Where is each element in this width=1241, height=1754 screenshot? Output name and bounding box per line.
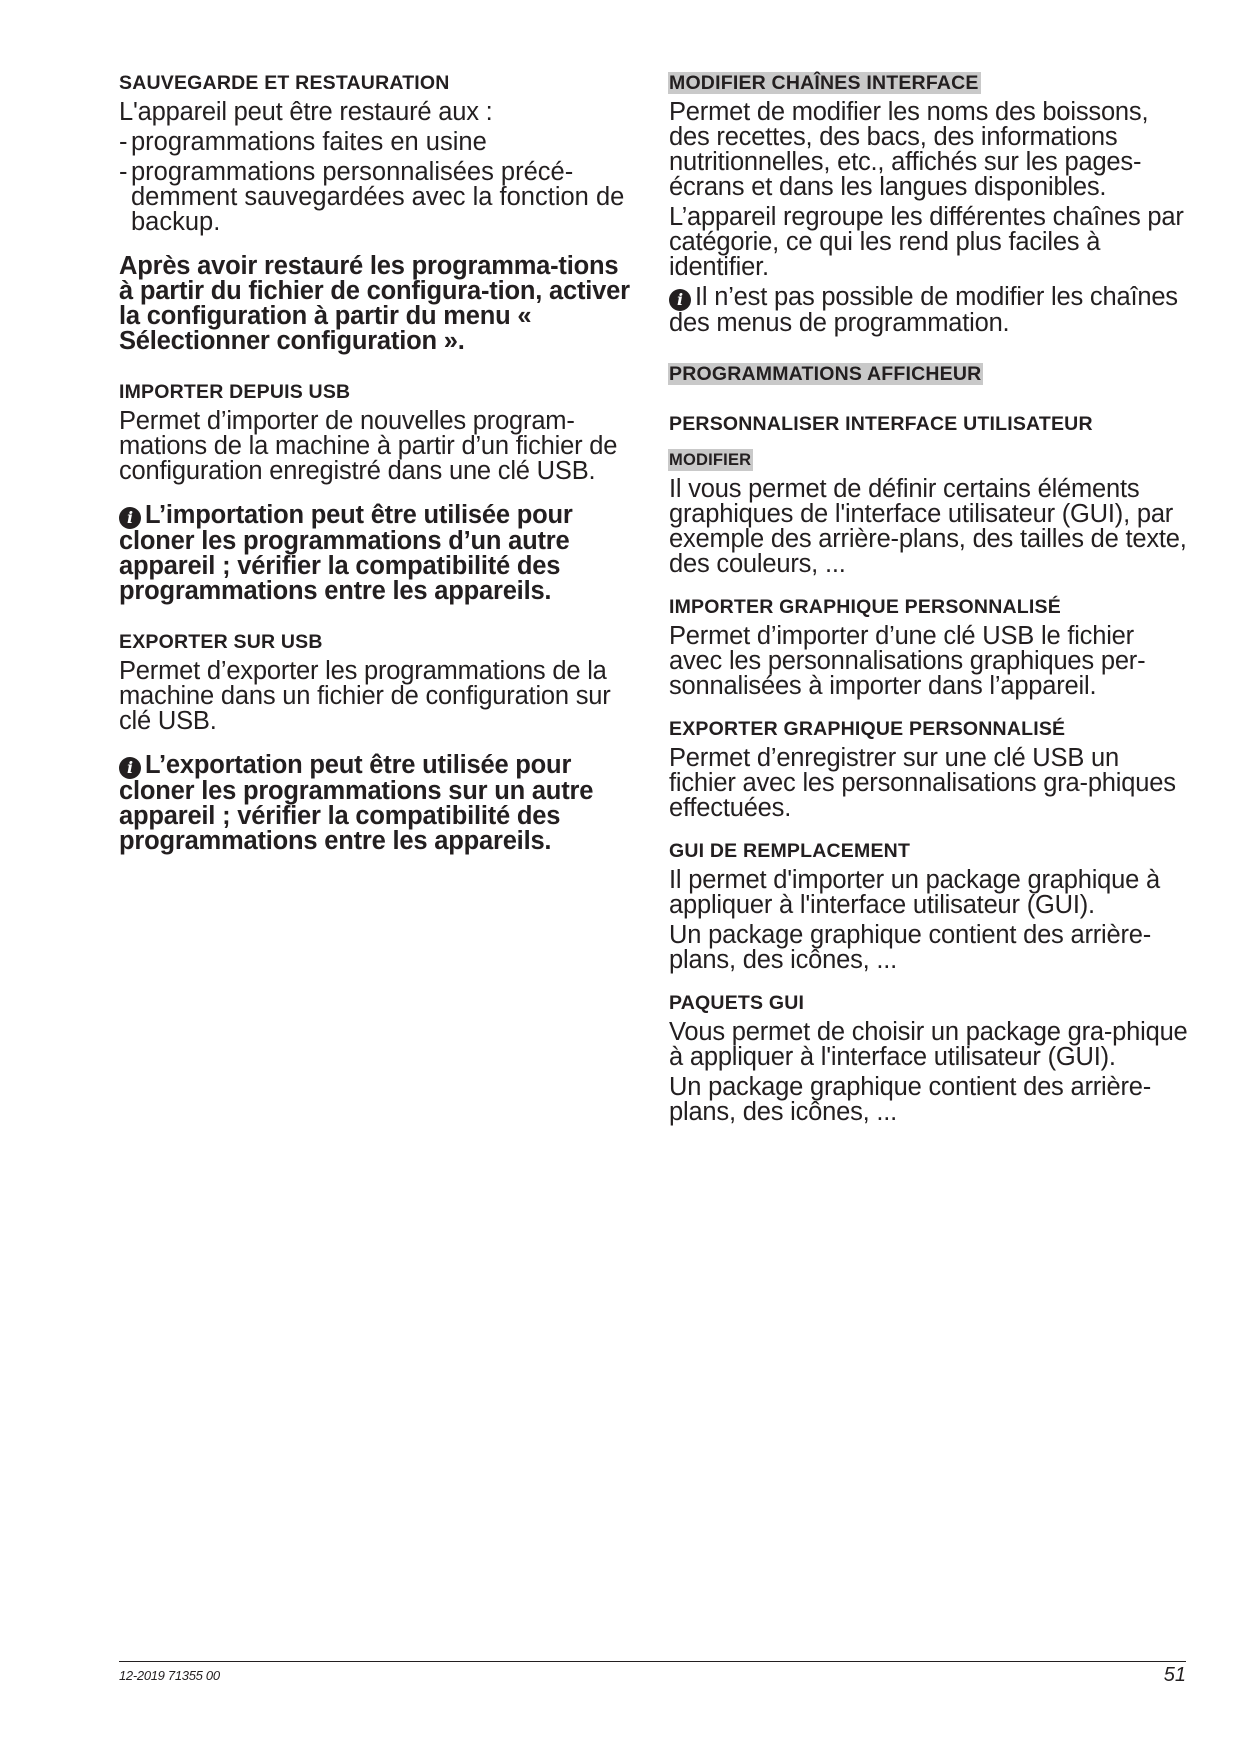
section-heading-backup: SAUVEGARDE ET RESTAURATION xyxy=(119,72,450,94)
gui-packages-text-2: Un package graphique contient des arrière-plans, des icônes, ... xyxy=(669,1073,1152,1126)
gui-replacement-text-1: Il permet d'importer un package graphique à appliquer à l'interface utilisateur (GUI). xyxy=(669,866,1160,919)
section-heading-customize-ui: PERSONNALISER INTERFACE UTILISATEUR xyxy=(669,413,1093,435)
info-circle-icon: i xyxy=(119,757,141,779)
backup-intro: L'appareil peut être restauré aux : xyxy=(119,98,493,126)
export-usb-note: i L’exportation peut être utilisée pour cloner les programmations sur un autre appareil ; vérifier la compatibilité des programmations entre les appareils. xyxy=(119,751,594,855)
section-heading-modify: MODIFIER xyxy=(669,451,752,469)
section-heading-modify-strings: MODIFIER CHAÎNES INTERFACE xyxy=(669,72,979,94)
gui-replacement-text-2: Un package graphique contient des arrière-plans, des icônes, ... xyxy=(669,921,1152,974)
section-heading-import-graphic: IMPORTER GRAPHIQUE PERSONNALISÉ xyxy=(669,596,1061,618)
section-heading-display-settings: PROGRAMMATIONS AFFICHEUR xyxy=(669,363,982,385)
modify-text: Il vous permet de définir certains éléments graphiques de l'interface utilisateur (GUI), par exemple des arrière-plans, des tailles de texte, des couleurs, ... xyxy=(669,475,1187,578)
list-item: - programmations personnalisées précé-demment sauvegardées avec la fonction de backup. xyxy=(119,158,625,236)
modify-strings-text-2: L’appareil regroupe les différentes chaînes par catégorie, ce qui les rend plus faciles à identifier. xyxy=(669,203,1184,281)
export-usb-text: Permet d’exporter les programmations de la machine dans un fichier de configuration sur clé USB. xyxy=(119,657,611,735)
info-circle-icon: i xyxy=(669,289,691,311)
right-column xyxy=(669,72,1189,1130)
section-heading-gui-replacement: GUI DE REMPLACEMENT xyxy=(669,840,911,862)
page-number: 51 xyxy=(1163,1664,1186,1686)
section-heading-export-graphic: EXPORTER GRAPHIQUE PERSONNALISÉ xyxy=(669,718,1066,740)
list-item: - programmations faites en usine xyxy=(119,128,487,156)
modify-strings-text-1: Permet de modifier les noms des boissons, des recettes, des bacs, des informations nutritionnelles, etc., affichés sur les pages-écrans et dans les langues disponibles. xyxy=(669,98,1149,201)
import-usb-note: i L’importation peut être utilisée pour cloner les programmations d’un autre appareil ; vérifier la compatibilité des programmations entre les appareils. xyxy=(119,501,573,605)
import-usb-text: Permet d’importer de nouvelles program-mations de la machine à partir d’un fichier de configuration enregistré dans une clé USB. xyxy=(119,407,618,485)
info-circle-icon: i xyxy=(119,507,141,529)
import-graphic-text: Permet d’importer d’une clé USB le fichier avec les personnalisations graphiques per-sonnalisées à importer dans l’appareil. xyxy=(669,622,1146,700)
export-graphic-text: Permet d’enregistrer sur une clé USB un fichier avec les personnalisations gra-phiques effectuées. xyxy=(669,744,1176,822)
modify-strings-note: i Il n’est pas possible de modifier les chaînes des menus de programmation. xyxy=(669,283,1178,337)
backup-note: Après avoir restauré les programma-tions à partir du fichier de configura-tion, activer la configuration à partir du menu « Sélectionner configuration ». xyxy=(119,252,630,355)
left-column xyxy=(119,72,639,859)
section-heading-export-usb: EXPORTER SUR USB xyxy=(119,631,323,653)
section-heading-import-usb: IMPORTER DEPUIS USB xyxy=(119,381,351,403)
section-heading-gui-packages: PAQUETS GUI xyxy=(669,992,805,1014)
footer-divider xyxy=(119,1661,1186,1662)
document-code: 12-2019 71355 00 xyxy=(119,1668,220,1683)
gui-packages-text-1: Vous permet de choisir un package gra-phique à appliquer à l'interface utilisateur (GUI). xyxy=(669,1018,1188,1071)
